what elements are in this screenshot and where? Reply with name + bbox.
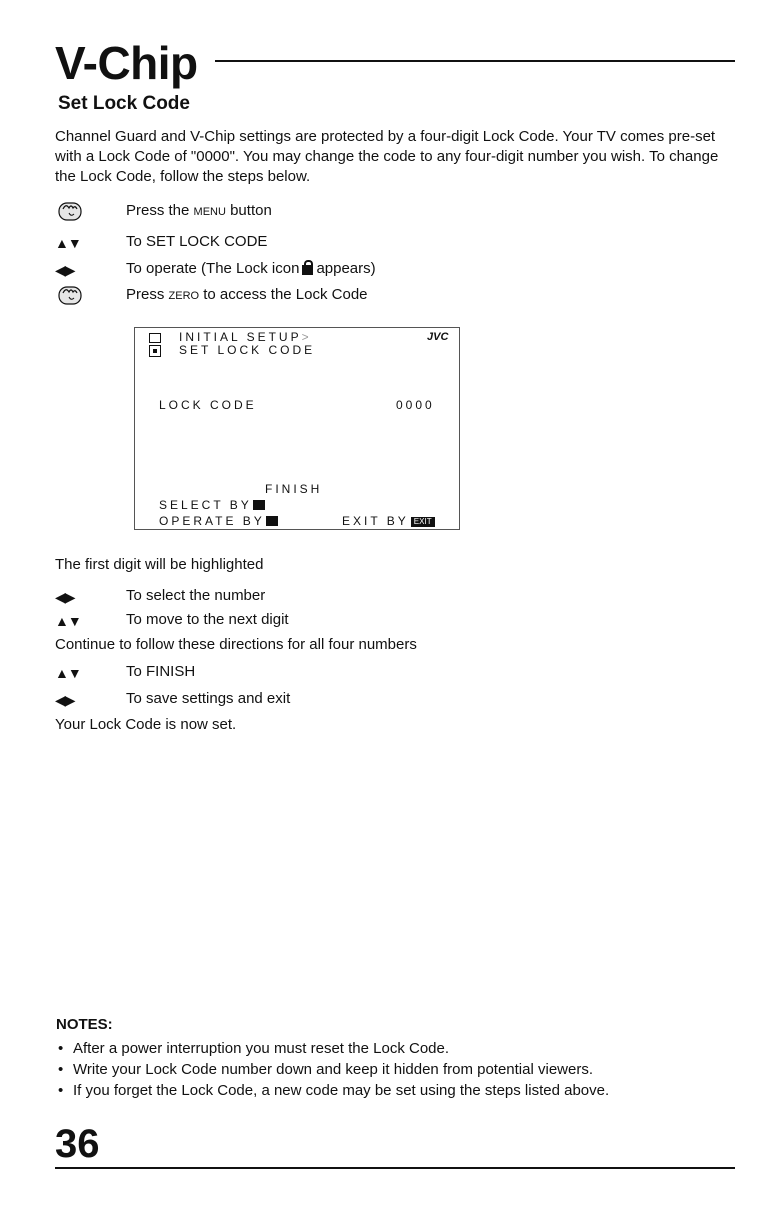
note-item: • If you forget the Lock Code, a new code may be set using the steps listed above. bbox=[58, 1082, 609, 1103]
step-text: To operate (The Lock icon appears) bbox=[126, 260, 376, 277]
continue-note: Continue to follow these directions for all four numbers bbox=[55, 636, 417, 653]
section-title: Set Lock Code bbox=[58, 93, 190, 114]
title-rule bbox=[215, 60, 735, 62]
operate-hint: OPERATE BY bbox=[159, 514, 278, 528]
step-press-zero bbox=[55, 286, 735, 310]
lock-code-value: 0000 bbox=[396, 398, 435, 412]
step-set-lock-code bbox=[55, 233, 735, 257]
left-right-arrows-icon: ◀▶ bbox=[55, 589, 75, 605]
left-right-key-icon bbox=[266, 516, 278, 526]
notes-title: NOTES: bbox=[56, 1016, 113, 1033]
step-operate bbox=[55, 260, 735, 284]
up-down-key-icon bbox=[253, 500, 265, 510]
step-text: To SET LOCK CODE bbox=[126, 233, 268, 250]
step-text: To move to the next digit bbox=[126, 611, 289, 628]
page-number: 36 bbox=[55, 1122, 100, 1166]
up-down-arrows-icon: ▲▼ bbox=[55, 665, 81, 681]
finish-option: FINISH bbox=[265, 482, 323, 496]
step-next-digit bbox=[55, 611, 735, 635]
step-finish bbox=[55, 663, 735, 687]
exit-hint: EXIT BY EXIT bbox=[342, 514, 435, 528]
exit-key-icon: EXIT bbox=[411, 517, 435, 527]
step-text: To FINISH bbox=[126, 663, 196, 680]
note-item: • After a power interruption you must reset the Lock Code. bbox=[58, 1040, 609, 1061]
step-text: Press the MENU button bbox=[126, 202, 272, 219]
left-right-arrows-icon: ◀▶ bbox=[55, 262, 75, 278]
notes-list bbox=[58, 1040, 609, 1103]
lock-code-label: LOCK CODE bbox=[159, 398, 257, 412]
lock-icon bbox=[149, 345, 161, 357]
select-hint: SELECT BY bbox=[159, 498, 265, 512]
highlight-note: The first digit will be highlighted bbox=[55, 556, 264, 573]
step-press-menu bbox=[55, 202, 735, 226]
step-text: Press ZERO to access the Lock Code bbox=[126, 286, 368, 303]
step-text: To save settings and exit bbox=[126, 690, 291, 707]
menu-breadcrumb: INITIAL SETUP> bbox=[179, 330, 312, 344]
lock-icon bbox=[302, 260, 313, 275]
step-select-number bbox=[55, 587, 735, 611]
menu-subtitle: SET LOCK CODE bbox=[179, 343, 316, 357]
step-text: To select the number bbox=[126, 587, 266, 604]
title-row bbox=[55, 36, 735, 96]
remote-hand-icon bbox=[56, 283, 85, 307]
remote-hand-icon bbox=[56, 199, 85, 223]
final-note: Your Lock Code is now set. bbox=[55, 716, 237, 733]
step-save-exit bbox=[55, 690, 735, 714]
page-title: V-Chip bbox=[55, 37, 198, 89]
intro-paragraph: Channel Guard and V-Chip settings are protected by a four-digit Lock Code. Your TV comes pre-set with a Lock Code of "0000". You may change the code to any four-digit number you wish. To change the Lock Code, follow the steps below. bbox=[55, 128, 719, 185]
up-down-arrows-icon: ▲▼ bbox=[55, 613, 81, 629]
menu-icon bbox=[149, 333, 161, 343]
bottom-rule bbox=[55, 1167, 735, 1169]
brand-logo: JVC bbox=[427, 331, 449, 343]
left-right-arrows-icon: ◀▶ bbox=[55, 692, 75, 708]
tv-screen-illustration bbox=[134, 327, 460, 530]
up-down-arrows-icon: ▲▼ bbox=[55, 235, 81, 251]
note-item: • Write your Lock Code number down and keep it hidden from potential viewers. bbox=[58, 1061, 609, 1082]
